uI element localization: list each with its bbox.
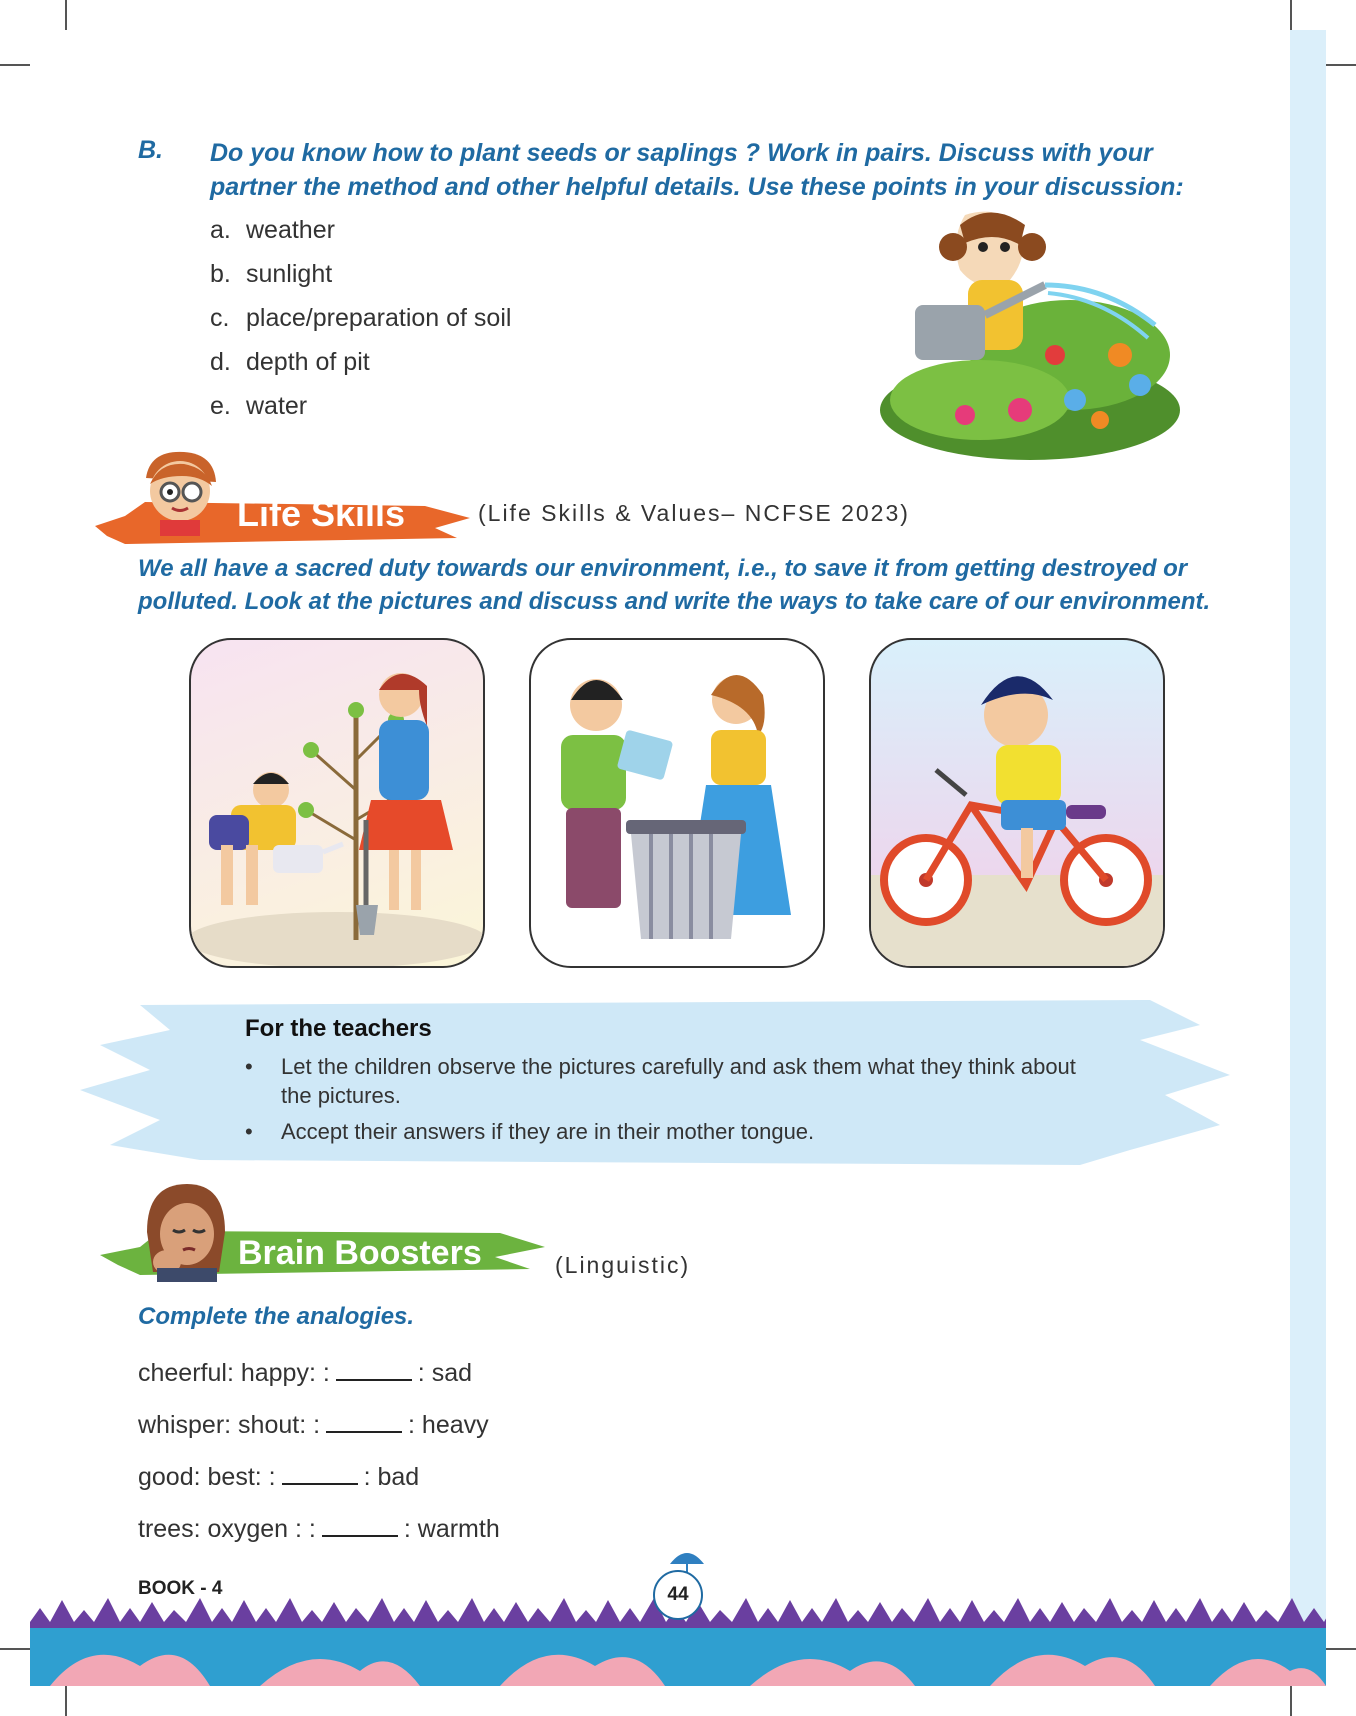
crop-mark xyxy=(0,64,30,66)
cycling-picture xyxy=(869,638,1165,968)
list-item: e. water xyxy=(210,392,308,420)
bullet-icon: • xyxy=(245,1119,253,1144)
life-skills-paragraph: We all have a sacred duty towards our environment, i.e., to save it from getting destroyed or polluted. Look at the pictures and discuss and write the ways to take care of our environment. xyxy=(138,555,1211,615)
crop-mark xyxy=(1290,0,1292,30)
boy-avatar-icon xyxy=(132,446,224,536)
life-skills-note: (Life Skills & Values– NCFSE 2023) xyxy=(478,500,910,526)
crop-mark xyxy=(1326,64,1356,66)
crop-mark xyxy=(1326,1648,1356,1650)
dustbin-picture xyxy=(529,638,825,968)
page-number: 44 xyxy=(653,1570,703,1620)
analogies-instruction: Complete the analogies. xyxy=(138,1303,415,1330)
crop-mark xyxy=(1290,1686,1292,1716)
bullet-icon: • xyxy=(245,1054,253,1079)
girl-watering-plants-illustration xyxy=(870,205,1180,460)
list-item: • Accept their answers if they are in their mother tongue. xyxy=(245,1119,815,1144)
analogy-item: whisper: shout: : : heavy xyxy=(138,1411,489,1439)
brain-boosters-title: Brain Boosters xyxy=(238,1234,482,1272)
crop-mark xyxy=(65,1686,67,1716)
answer-blank[interactable] xyxy=(322,1513,398,1537)
planting-tree-picture xyxy=(189,638,485,968)
question-text: Do you know how to plant seeds or saplings ? Work in pairs. Discuss with your partner the method and other helpful details. Use these points in your discussion: xyxy=(210,139,1184,201)
teacher-note-list xyxy=(245,1052,1095,1153)
brain-boosters-note: (Linguistic) xyxy=(555,1252,691,1278)
crop-mark xyxy=(65,0,67,30)
analogy-item: cheerful: happy: : : sad xyxy=(138,1359,472,1387)
answer-blank[interactable] xyxy=(326,1409,402,1433)
life-skills-title: Life Skills xyxy=(237,493,406,534)
question-label: B. xyxy=(138,136,163,164)
list-item: d. depth of pit xyxy=(210,348,370,376)
list-item: • Let the children observe the pictures carefully and ask them what they think about the pictures. xyxy=(245,1054,1076,1108)
discussion-points xyxy=(210,214,511,434)
list-item: a. weather xyxy=(210,216,335,244)
analogy-item: trees: oxygen : : : warmth xyxy=(138,1515,500,1543)
list-item: b. sunlight xyxy=(210,260,333,288)
analogy-item: good: best: : : bad xyxy=(138,1463,420,1491)
answer-blank[interactable] xyxy=(336,1357,412,1381)
answer-blank[interactable] xyxy=(282,1461,358,1485)
teacher-note-title: For the teachers xyxy=(245,1015,432,1042)
list-item: c. place/preparation of soil xyxy=(210,304,512,332)
crop-mark xyxy=(0,1648,30,1650)
side-strip xyxy=(1290,30,1326,1680)
book-label: BOOK - 4 xyxy=(138,1578,223,1599)
girl-avatar-icon xyxy=(135,1182,235,1282)
